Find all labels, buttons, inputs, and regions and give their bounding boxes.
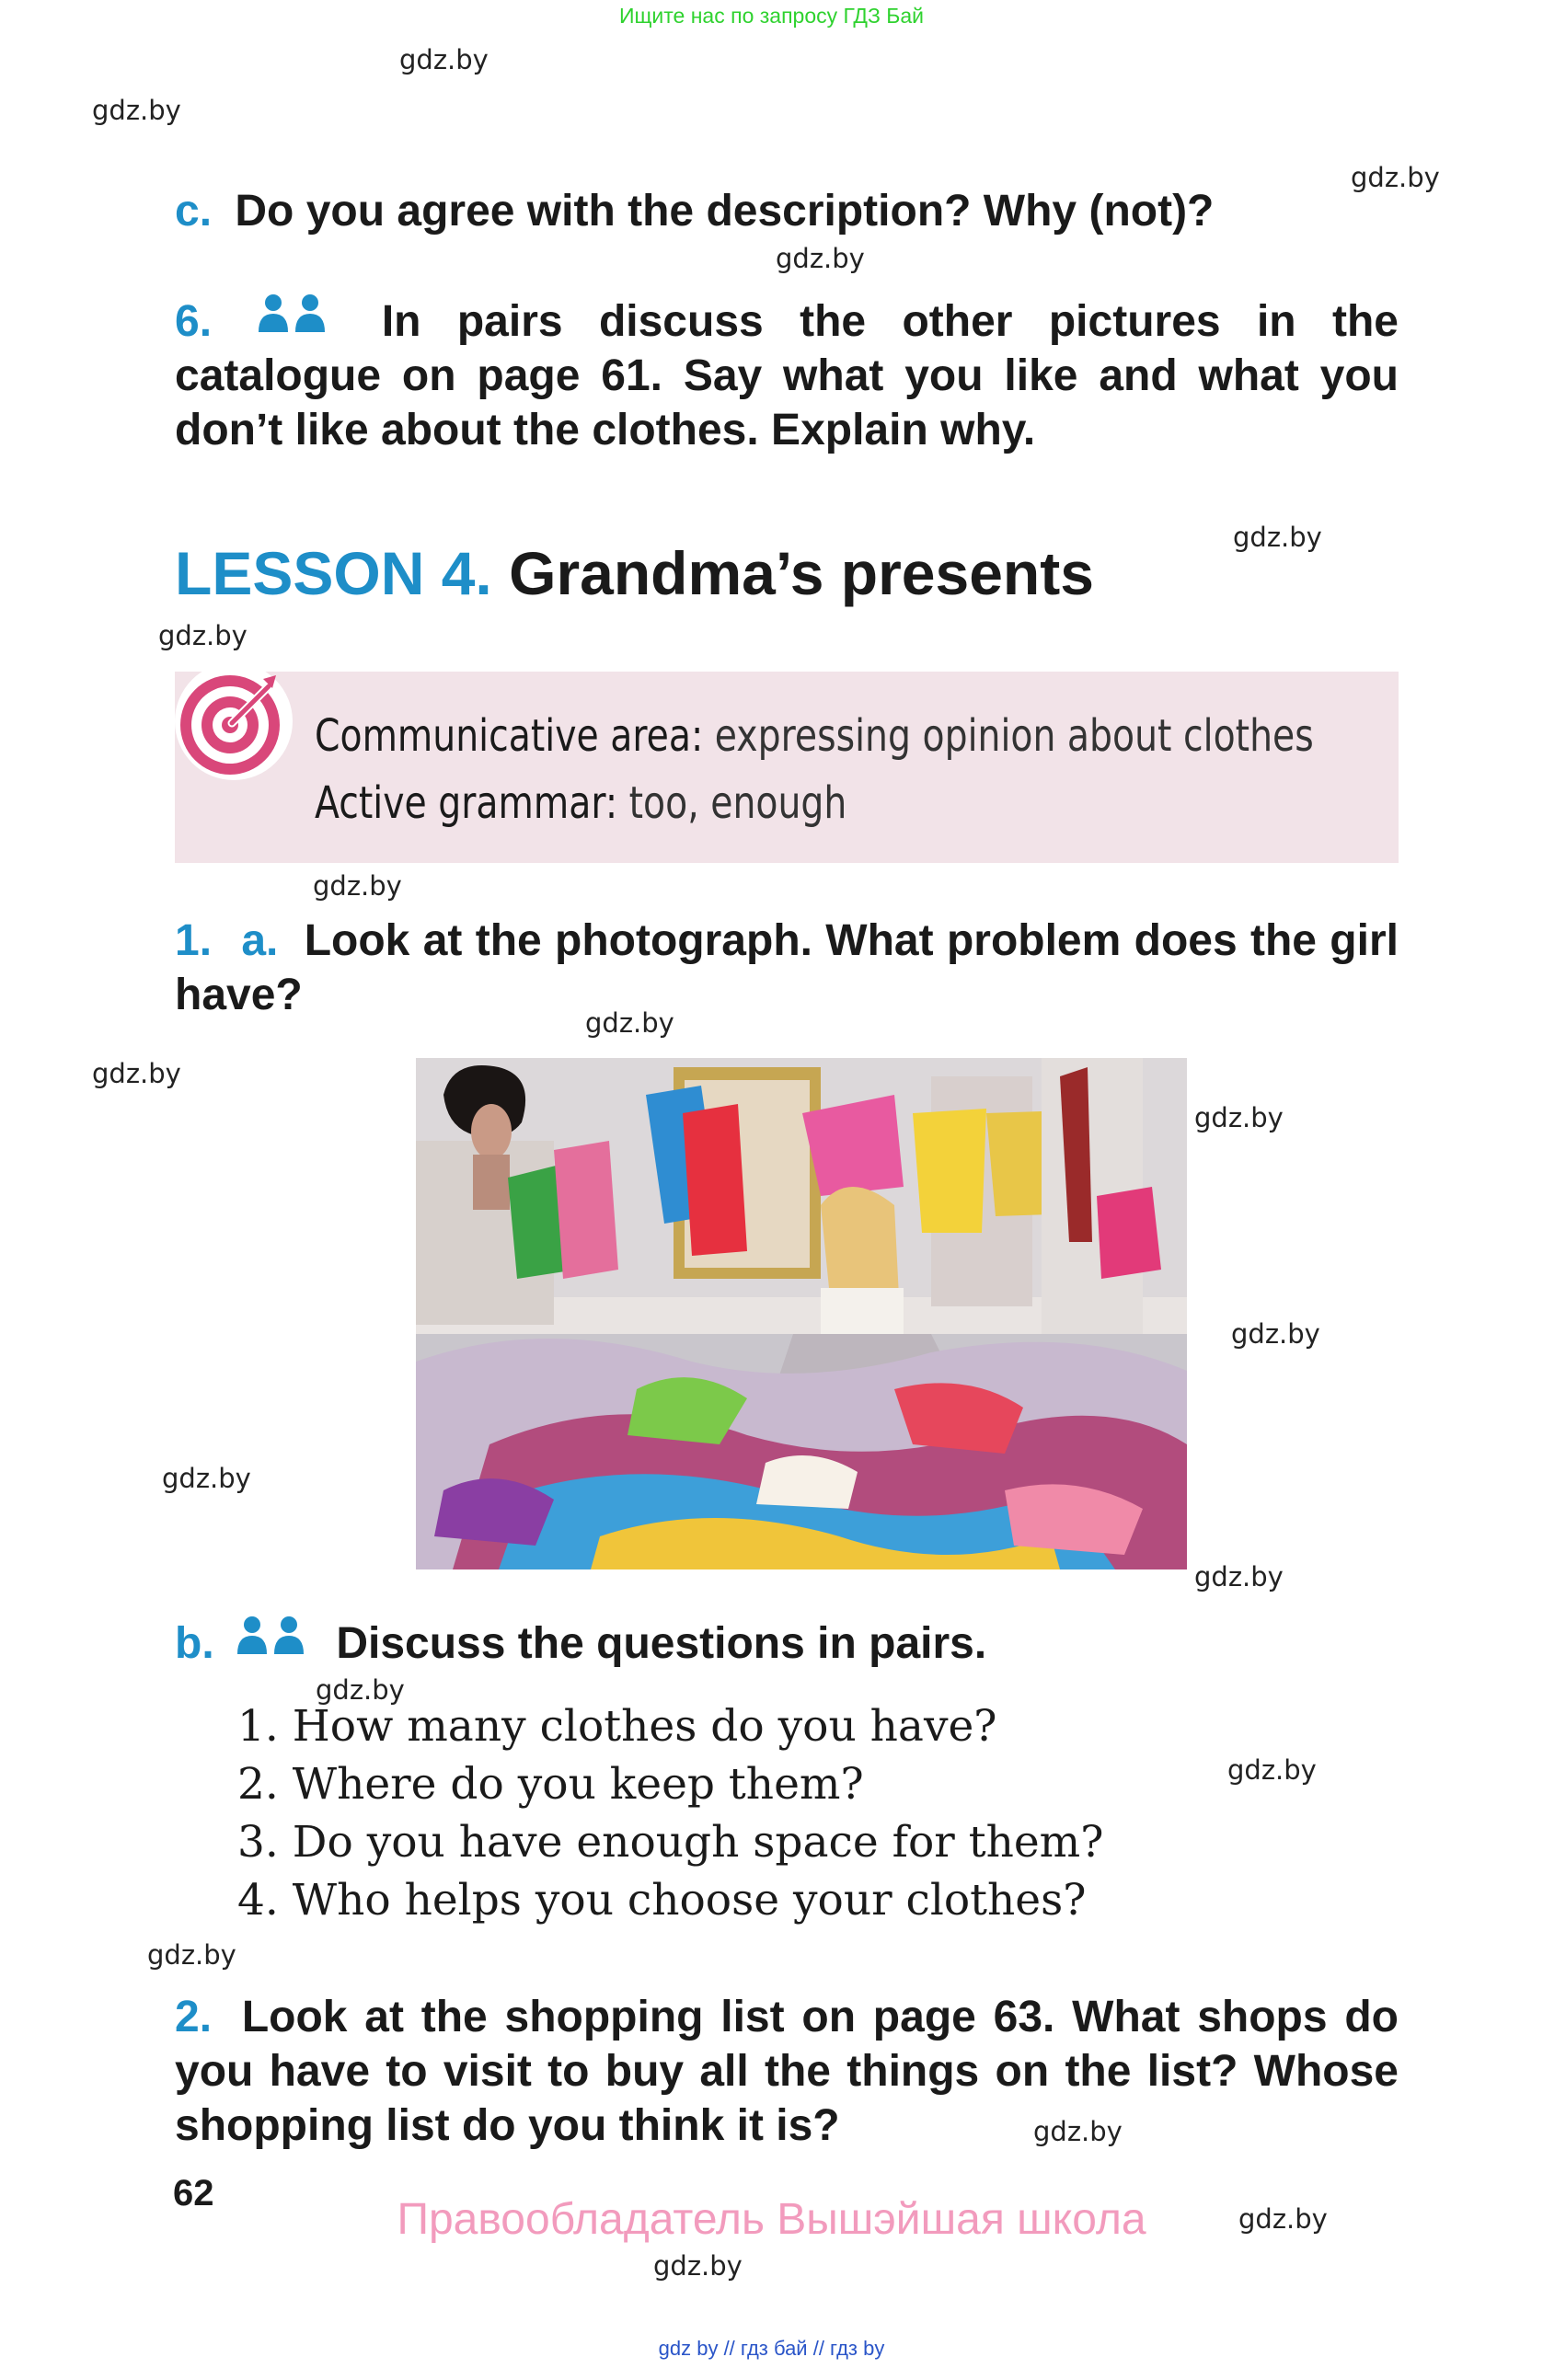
task-1b-text: Discuss the questions in pairs.	[336, 1619, 987, 1668]
copyright-owner: Правообладатель Вышэйшая школа	[397, 2195, 1146, 2244]
question-item: 3. Do you have enough space for them?	[237, 1817, 1104, 1868]
watermark: gdz.by	[1194, 1561, 1284, 1592]
question-list	[237, 1697, 1103, 1929]
watermark: gdz.by	[1233, 522, 1322, 553]
watermark: gdz.by	[162, 1463, 251, 1494]
task-2-number: 2.	[175, 1993, 213, 2041]
task-1-number: 1.	[175, 916, 213, 965]
watermark: gdz.by	[92, 1058, 181, 1089]
communicative-area-label: Communicative area:	[315, 710, 704, 762]
task-6-text: In pairs discuss the other pictures in the catalogue on page 61. Say what you like and what you don’t like about the clothes. Explain why.	[175, 297, 1399, 454]
pair-work-icon	[257, 293, 328, 347]
watermark: gdz.by	[1227, 1754, 1317, 1786]
lesson-objectives-box	[175, 672, 1399, 863]
watermark: gdz.by	[1231, 1318, 1320, 1350]
watermark: gdz.by	[316, 1674, 405, 1706]
watermark: gdz.by	[776, 243, 865, 274]
communicative-area-value: expressing opinion about clothes	[714, 710, 1314, 762]
watermark: gdz.by	[158, 620, 248, 651]
watermark: gdz.by	[653, 2250, 743, 2282]
communicative-area	[315, 710, 1314, 762]
task-6-number: 6.	[175, 297, 213, 346]
task-1a-text: Look at the photograph. What problem does the girl have?	[175, 916, 1399, 1019]
task-c-number: c.	[175, 187, 213, 236]
active-grammar	[315, 777, 846, 829]
watermark: gdz.by	[1194, 1102, 1284, 1133]
active-grammar-value: too, enough	[628, 777, 847, 829]
watermark: gdz.by	[1033, 2116, 1123, 2147]
question-item: 2. Where do you keep them?	[237, 1759, 864, 1810]
question-item: 1. How many clothes do you have?	[237, 1701, 997, 1752]
question-item: 4. Who helps you choose your clothes?	[237, 1875, 1087, 1926]
task-2-text: Look at the shopping list on page 63. What shops do you have to visit to buy all the things on the list? Whose shopping list do you think it is?	[175, 1993, 1399, 2150]
lesson-name: Grandma’s presents	[509, 539, 1094, 607]
watermark: gdz.by	[1238, 2203, 1328, 2235]
task-6	[175, 293, 1399, 457]
watermark: gdz.by	[585, 1007, 674, 1039]
watermark: gdz.by	[399, 44, 489, 75]
lesson-number: LESSON 4.	[175, 539, 492, 607]
task-1a	[175, 914, 1399, 1022]
task-1a-letter: a.	[241, 916, 279, 965]
task-2	[175, 1990, 1399, 2153]
pair-work-icon	[236, 1615, 307, 1669]
task-c	[175, 184, 1399, 238]
task-1b	[175, 1615, 1399, 1671]
watermark: gdz.by	[147, 1939, 236, 1971]
target-icon	[173, 661, 294, 782]
task-1b-letter: b.	[175, 1619, 214, 1668]
active-grammar-label: Active grammar:	[315, 777, 618, 829]
watermark: gdz.by	[313, 870, 402, 902]
lesson-title	[175, 538, 1094, 608]
watermark: gdz.by	[92, 95, 181, 126]
photograph-girl-with-clothes	[416, 1058, 1187, 1569]
top-search-note: Ищите нас по запросу ГДЗ Бай	[618, 4, 925, 28]
watermark: gdz.by	[1351, 162, 1440, 193]
footer-links[interactable]: gdz by // гдз бай // гдз by	[658, 2337, 885, 2360]
task-c-text: Do you agree with the description? Why (not)?	[235, 187, 1215, 236]
page-number: 62	[173, 2173, 214, 2213]
